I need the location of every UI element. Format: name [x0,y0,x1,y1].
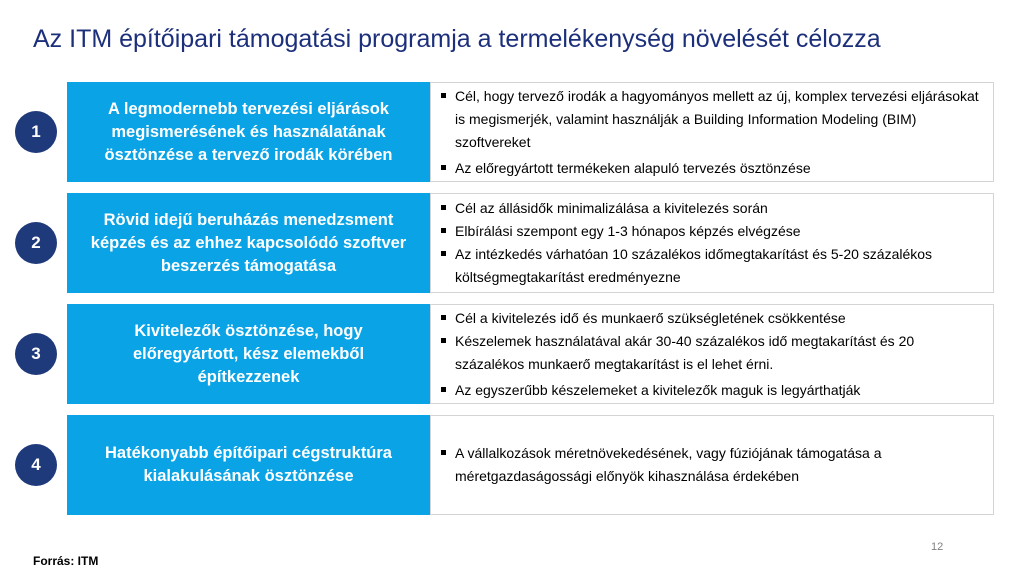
program-bullet-box [430,82,994,182]
program-row-1 [0,82,1024,182]
program-bullet-box [430,193,994,293]
bullet-item: Cél a kivitelezés idő és munkaerő szükségletének csökkentése [439,307,987,330]
bullet-item: A vállalkozások méretnövekedésének, vagy fúziójának támogatása a méretgazdaságossági előnyök kihasználása érdekében [439,442,987,488]
program-row-3 [0,304,1024,404]
program-heading-box: Kivitelezők ösztönzése, hogy előregyártott, kész elemekből építkezzenek [67,304,430,404]
program-heading-box: Rövid idejű beruházás menedzsment képzés és az ehhez kapcsolódó szoftver beszerzés támogatása [67,193,430,293]
bullet-item: Cél, hogy tervező irodák a hagyományos mellett az új, komplex tervezési eljárásokat is megismerjék, valamint használják a Building Information Modeling (BIM) szoftvereket [439,85,987,154]
bullet-item: Az előregyártott termékeken alapuló tervezés ösztönzése [439,157,987,180]
program-row-4 [0,415,1024,515]
step-number-badge: 1 [15,111,57,153]
bullet-item: Az egyszerűbb készelemeket a kivitelezők maguk is legyárthatják [439,379,987,402]
step-number-badge: 3 [15,333,57,375]
slide-title: Az ITM építőipari támogatási programja a termelékenység növelését célozza [33,25,881,53]
source-note: Forrás: ITM [33,554,99,568]
bullet-item: Készelemek használatával akár 30-40 százalékos idő megtakarítást és 20 százalékos munkaerő megtakarítást is el lehet érni. [439,330,987,376]
step-number-badge: 4 [15,444,57,486]
bullet-item: Cél az állásidők minimalizálása a kivitelezés során [439,197,987,220]
program-row-2 [0,193,1024,293]
program-bullet-box [430,304,994,404]
step-number-badge: 2 [15,222,57,264]
program-heading-box: A legmodernebb tervezési eljárások megismerésének és használatának ösztönzése a tervező irodák körében [67,82,430,182]
program-heading-box: Hatékonyabb építőipari cégstruktúra kialakulásának ösztönzése [67,415,430,515]
bullet-item: Elbírálási szempont egy 1-3 hónapos képzés elvégzése [439,220,987,243]
program-bullet-box [430,415,994,515]
bullet-item: Az intézkedés várhatóan 10 százalékos időmegtakarítást és 5-20 százalékos költségmegtakarítást eredményezne [439,243,987,289]
page-number: 12 [931,541,944,553]
